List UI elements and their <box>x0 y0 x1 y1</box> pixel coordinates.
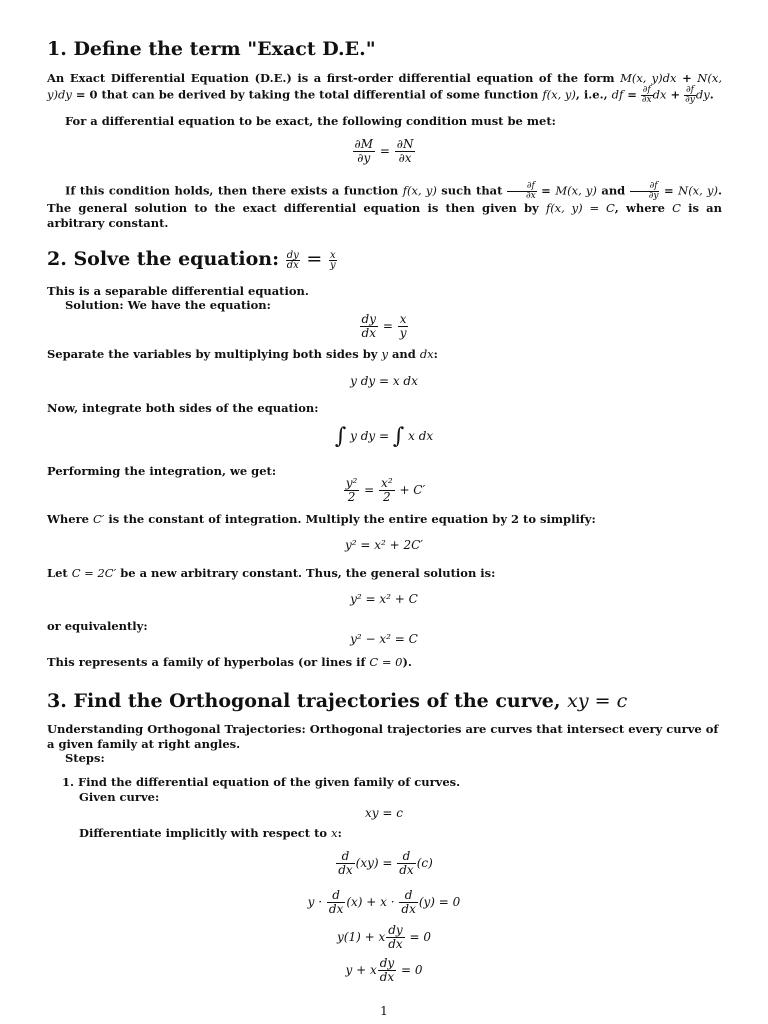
section-2-line-8: or equivalently: <box>47 619 148 633</box>
section-1-eq-exactness: $\frac{\partial M}{\partial y}$ = $\frac{\partial N}{\partial x}$ <box>354 137 414 165</box>
section-2-heading: 2. Solve the equation: $\frac{dy}{dx}$ = $\frac{x}{y}$ <box>47 248 336 271</box>
section-2-line-4: Now, integrate both sides of the equation: <box>47 401 319 415</box>
section-3-eq-3: y · $\frac{d}{dx}$ (x) + x · $\frac{d}{dx}$ (y) = 0 <box>307 888 461 916</box>
section-3-para-1: Understanding Orthogonal Trajectories: Orthogonal trajectories are curves that intersect every curve of a given family at right angles. <box>47 722 719 751</box>
section-1-para-3: If this condition holds, then there exists a function f(x, y) such that $\frac{\partial f}{\partial x}$ = M(x, y) and $\frac{\partial f}{\partial y}$ = N(x, y). The general solution to the exact differential equation is then given by f(x, y) = C, where C is an arbitrary constant. <box>47 181 722 230</box>
section-3-eq-2: $\frac{d}{dx}$ (xy) = $\frac{d}{dx}$ (c) <box>338 849 433 877</box>
section-2-eq-3: ∫ y dy = ∫ x dx <box>334 424 434 449</box>
page-number: 1 <box>380 1004 388 1018</box>
section-3-eq-5: y + x $\frac{dy}{dx}$ = 0 <box>345 956 423 984</box>
section-2-eq-2: y dy = x dx <box>350 374 418 388</box>
section-2-eq-7: y² − x² = C <box>350 632 418 646</box>
section-2-line-1: This is a separable differential equation. <box>47 284 309 298</box>
section-2-line-9: This represents a family of hyperbolas (or lines if C = 0). <box>47 655 412 669</box>
section-2-line-5: Performing the integration, we get: <box>47 464 277 478</box>
section-2-eq-4: $\frac{\text{y²}}{2}$ = $\frac{\text{x²}}{2}$ + C′ <box>345 476 426 504</box>
section-3-step-1: 1. Find the differential equation of the given family of curves. <box>62 775 461 789</box>
section-2-eq-1: $\frac{dy}{dx}$ = $\frac{x}{y}$ <box>361 312 407 340</box>
section-3-given-label: Given curve: <box>79 790 160 804</box>
section-2-line-7: Let C = 2C′ be a new arbitrary constant. Thus, the general solution is: <box>47 566 496 580</box>
section-1-para-1: An Exact Differential Equation (D.E.) is a first-order differential equation of the form M(x, y)dx + N(x, y)dy = 0 that can be derived by taking the total differential of some function f(x, y), i.e., df = $\frac{\partial f}{\partial x}$ dx + $\frac{\partial f}{\partial y}$ dy. <box>47 71 722 105</box>
section-2-eq-6: y² = x² + C <box>350 592 418 606</box>
section-3-eq-1: xy = c <box>365 806 403 820</box>
section-3-diff-label: Differentiate implicitly with respect to x: <box>79 826 342 840</box>
section-3-steps-label: Steps: <box>65 751 105 765</box>
section-1-heading: 1. Define the term "Exact D.E." <box>47 38 376 60</box>
section-2-line-6: Where C′ is the constant of integration. Multiply the entire equation by 2 to simplify: <box>47 512 596 526</box>
section-3-eq-4: y(1) + x $\frac{dy}{dx}$ = 0 <box>336 923 432 951</box>
section-1-para-2: For a differential equation to be exact, the following condition must be met: <box>65 114 556 128</box>
section-2-line-2: Solution: We have the equation: <box>65 298 271 312</box>
section-2-line-3: Separate the variables by multiplying both sides by y and dx: <box>47 347 438 361</box>
section-3-heading: 3. Find the Orthogonal trajectories of the curve, xy = c <box>47 690 628 712</box>
section-2-eq-5: y² = x² + 2C′ <box>344 538 424 552</box>
